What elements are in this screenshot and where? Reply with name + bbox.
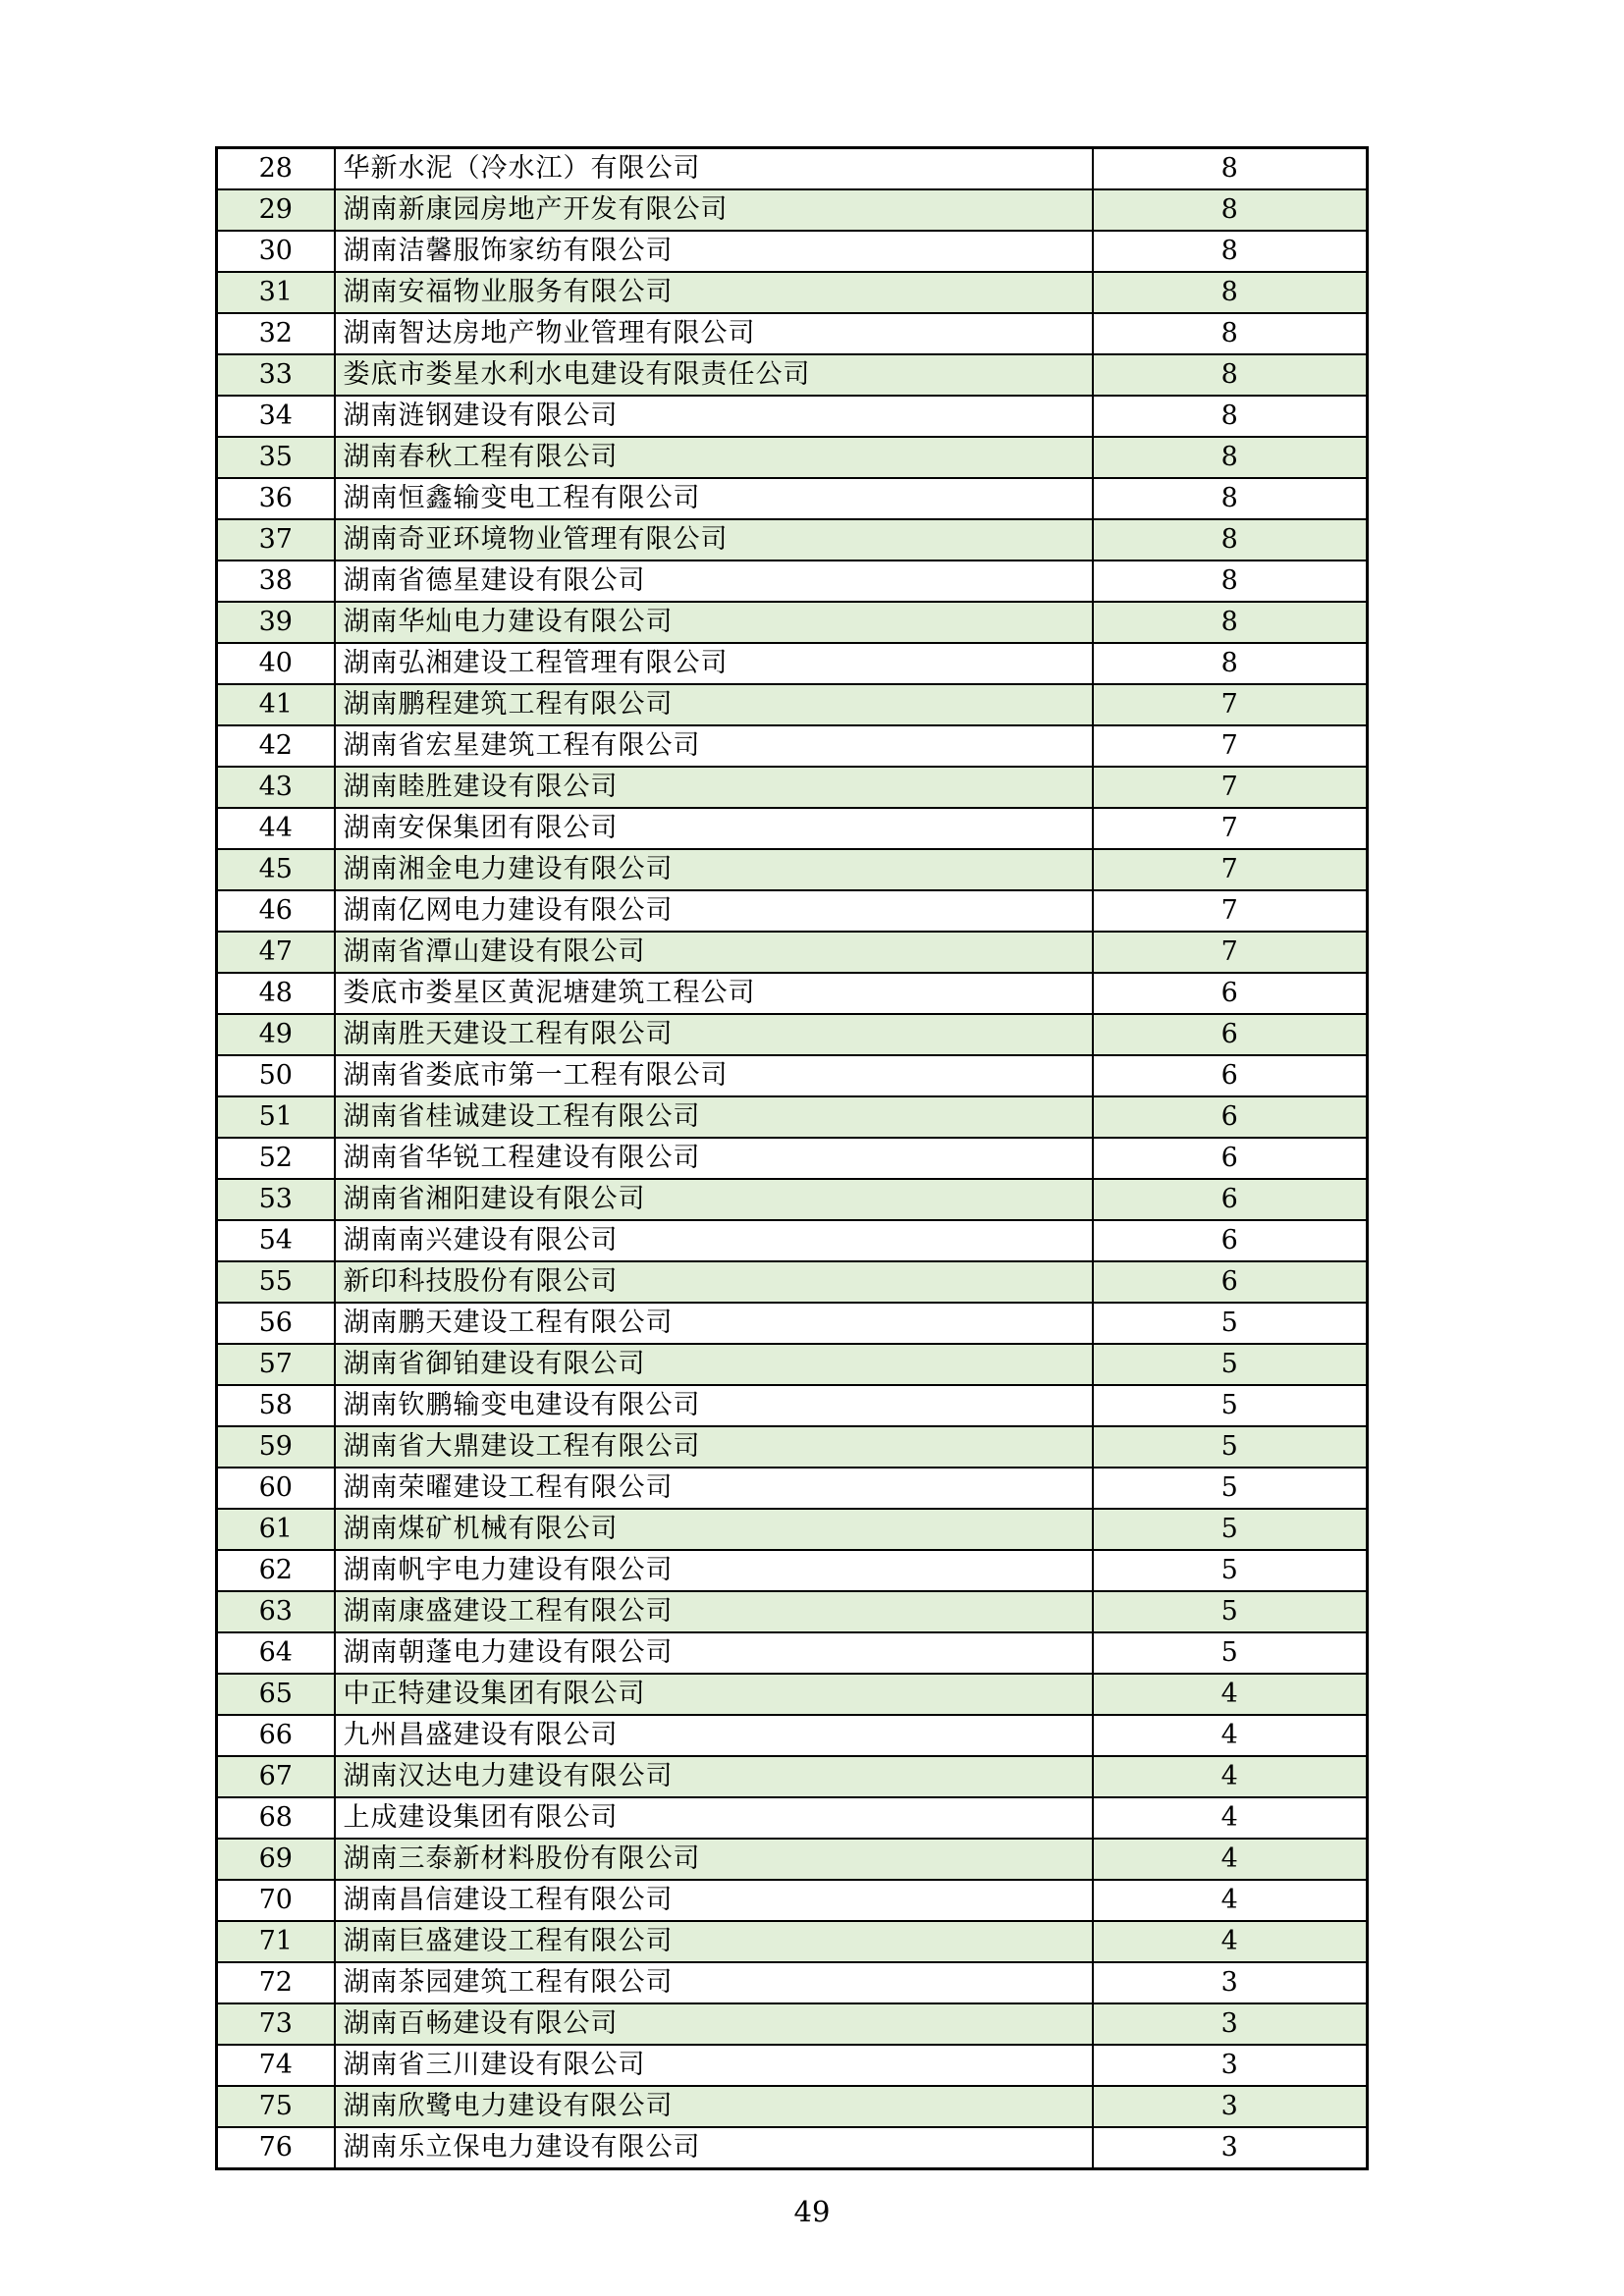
score-value: 7 xyxy=(1093,849,1368,890)
score-value: 5 xyxy=(1093,1344,1368,1385)
table-row xyxy=(217,189,1368,231)
company-name: 湖南奇亚环境物业管理有限公司 xyxy=(335,519,1093,561)
score-value: 4 xyxy=(1093,1674,1368,1715)
row-number: 31 xyxy=(217,272,335,313)
row-number: 39 xyxy=(217,602,335,643)
company-name: 湖南洁馨服饰家纺有限公司 xyxy=(335,231,1093,272)
table-row xyxy=(217,1797,1368,1839)
company-name: 湖南春秋工程有限公司 xyxy=(335,437,1093,478)
score-value: 3 xyxy=(1093,2045,1368,2086)
table-row xyxy=(217,519,1368,561)
table-row xyxy=(217,1220,1368,1261)
row-number: 60 xyxy=(217,1468,335,1509)
table-row xyxy=(217,313,1368,354)
company-name: 湖南省桂诚建设工程有限公司 xyxy=(335,1096,1093,1138)
table-row xyxy=(217,1261,1368,1303)
row-number: 67 xyxy=(217,1756,335,1797)
score-value: 6 xyxy=(1093,1179,1368,1220)
score-value: 8 xyxy=(1093,189,1368,231)
row-number: 51 xyxy=(217,1096,335,1138)
company-name: 娄底市娄星区黄泥塘建筑工程公司 xyxy=(335,973,1093,1014)
table-row xyxy=(217,1179,1368,1220)
company-name: 湖南省华锐工程建设有限公司 xyxy=(335,1138,1093,1179)
table-row xyxy=(217,2086,1368,2127)
row-number: 35 xyxy=(217,437,335,478)
table-row xyxy=(217,478,1368,519)
row-number: 69 xyxy=(217,1839,335,1880)
company-name: 湖南鹏天建设工程有限公司 xyxy=(335,1303,1093,1344)
row-number: 34 xyxy=(217,396,335,437)
table-row xyxy=(217,2003,1368,2045)
company-name: 湖南弘湘建设工程管理有限公司 xyxy=(335,643,1093,684)
company-name: 湖南省德星建设有限公司 xyxy=(335,561,1093,602)
company-name: 湖南省大鼎建设工程有限公司 xyxy=(335,1426,1093,1468)
company-name: 湖南省御铂建设有限公司 xyxy=(335,1344,1093,1385)
company-name: 九州昌盛建设有限公司 xyxy=(335,1715,1093,1756)
score-value: 8 xyxy=(1093,643,1368,684)
row-number: 41 xyxy=(217,684,335,725)
row-number: 42 xyxy=(217,725,335,767)
row-number: 70 xyxy=(217,1880,335,1921)
score-value: 4 xyxy=(1093,1839,1368,1880)
company-name: 娄底市娄星水利水电建设有限责任公司 xyxy=(335,354,1093,396)
company-name: 湖南涟钢建设有限公司 xyxy=(335,396,1093,437)
row-number: 68 xyxy=(217,1797,335,1839)
row-number: 50 xyxy=(217,1055,335,1096)
table-row xyxy=(217,1468,1368,1509)
score-value: 6 xyxy=(1093,1014,1368,1055)
score-value: 6 xyxy=(1093,1220,1368,1261)
table-row xyxy=(217,396,1368,437)
row-number: 65 xyxy=(217,1674,335,1715)
score-value: 8 xyxy=(1093,519,1368,561)
row-number: 29 xyxy=(217,189,335,231)
table-row xyxy=(217,1591,1368,1632)
score-value: 4 xyxy=(1093,1715,1368,1756)
company-score-table xyxy=(215,146,1369,2170)
score-value: 8 xyxy=(1093,148,1368,190)
score-value: 7 xyxy=(1093,932,1368,973)
score-value: 8 xyxy=(1093,231,1368,272)
score-value: 8 xyxy=(1093,437,1368,478)
table-row xyxy=(217,231,1368,272)
row-number: 59 xyxy=(217,1426,335,1468)
company-name: 湖南煤矿机械有限公司 xyxy=(335,1509,1093,1550)
table-row xyxy=(217,1138,1368,1179)
table-row xyxy=(217,437,1368,478)
company-name: 湖南胜天建设工程有限公司 xyxy=(335,1014,1093,1055)
score-value: 8 xyxy=(1093,272,1368,313)
table-row xyxy=(217,1839,1368,1880)
table-row xyxy=(217,1344,1368,1385)
table-row xyxy=(217,1550,1368,1591)
company-name: 新印科技股份有限公司 xyxy=(335,1261,1093,1303)
row-number: 75 xyxy=(217,2086,335,2127)
score-value: 7 xyxy=(1093,808,1368,849)
company-name: 湖南安保集团有限公司 xyxy=(335,808,1093,849)
company-name: 湖南华灿电力建设有限公司 xyxy=(335,602,1093,643)
row-number: 66 xyxy=(217,1715,335,1756)
row-number: 58 xyxy=(217,1385,335,1426)
score-value: 3 xyxy=(1093,2003,1368,2045)
score-value: 3 xyxy=(1093,2127,1368,2169)
company-name: 湖南欣鹭电力建设有限公司 xyxy=(335,2086,1093,2127)
company-name: 湖南省宏星建筑工程有限公司 xyxy=(335,725,1093,767)
company-name: 湖南睦胜建设有限公司 xyxy=(335,767,1093,808)
score-value: 5 xyxy=(1093,1591,1368,1632)
company-name: 湖南茶园建筑工程有限公司 xyxy=(335,1962,1093,2003)
row-number: 32 xyxy=(217,313,335,354)
row-number: 63 xyxy=(217,1591,335,1632)
table-row xyxy=(217,2127,1368,2169)
table-row xyxy=(217,561,1368,602)
row-number: 36 xyxy=(217,478,335,519)
table-row xyxy=(217,890,1368,932)
table-row xyxy=(217,1509,1368,1550)
score-value: 6 xyxy=(1093,1138,1368,1179)
table-row xyxy=(217,1385,1368,1426)
company-name: 湖南乐立保电力建设有限公司 xyxy=(335,2127,1093,2169)
company-name: 湖南朝蓬电力建设有限公司 xyxy=(335,1632,1093,1674)
row-number: 38 xyxy=(217,561,335,602)
score-value: 4 xyxy=(1093,1797,1368,1839)
score-value: 7 xyxy=(1093,684,1368,725)
company-name: 湖南省娄底市第一工程有限公司 xyxy=(335,1055,1093,1096)
table-row xyxy=(217,1674,1368,1715)
score-value: 8 xyxy=(1093,313,1368,354)
table-row xyxy=(217,2045,1368,2086)
score-value: 6 xyxy=(1093,1261,1368,1303)
company-name: 上成建设集团有限公司 xyxy=(335,1797,1093,1839)
score-value: 8 xyxy=(1093,354,1368,396)
table-body xyxy=(217,148,1368,2169)
row-number: 49 xyxy=(217,1014,335,1055)
score-value: 4 xyxy=(1093,1880,1368,1921)
score-value: 8 xyxy=(1093,561,1368,602)
score-value: 5 xyxy=(1093,1550,1368,1591)
row-number: 72 xyxy=(217,1962,335,2003)
company-name: 湖南省三川建设有限公司 xyxy=(335,2045,1093,2086)
company-name: 湖南鹏程建筑工程有限公司 xyxy=(335,684,1093,725)
row-number: 56 xyxy=(217,1303,335,1344)
company-name: 湖南百畅建设有限公司 xyxy=(335,2003,1093,2045)
company-name: 湖南帆宇电力建设有限公司 xyxy=(335,1550,1093,1591)
table-row xyxy=(217,1756,1368,1797)
table-row xyxy=(217,849,1368,890)
company-name: 湖南湘金电力建设有限公司 xyxy=(335,849,1093,890)
company-name: 湖南巨盛建设工程有限公司 xyxy=(335,1921,1093,1962)
score-value: 5 xyxy=(1093,1632,1368,1674)
table-row xyxy=(217,1715,1368,1756)
page-number: 49 xyxy=(793,2195,831,2228)
company-name: 湖南省潭山建设有限公司 xyxy=(335,932,1093,973)
table-row xyxy=(217,1962,1368,2003)
row-number: 43 xyxy=(217,767,335,808)
table-row xyxy=(217,973,1368,1014)
table-row xyxy=(217,808,1368,849)
row-number: 57 xyxy=(217,1344,335,1385)
row-number: 54 xyxy=(217,1220,335,1261)
company-name: 湖南智达房地产物业管理有限公司 xyxy=(335,313,1093,354)
table-row xyxy=(217,1055,1368,1096)
row-number: 47 xyxy=(217,932,335,973)
table-row xyxy=(217,1014,1368,1055)
row-number: 30 xyxy=(217,231,335,272)
table-row xyxy=(217,148,1368,190)
company-name: 湖南钦鹏输变电建设有限公司 xyxy=(335,1385,1093,1426)
company-name: 湖南南兴建设有限公司 xyxy=(335,1220,1093,1261)
score-value: 4 xyxy=(1093,1921,1368,1962)
company-name: 湖南昌信建设工程有限公司 xyxy=(335,1880,1093,1921)
score-value: 4 xyxy=(1093,1756,1368,1797)
row-number: 46 xyxy=(217,890,335,932)
row-number: 61 xyxy=(217,1509,335,1550)
score-value: 8 xyxy=(1093,478,1368,519)
row-number: 73 xyxy=(217,2003,335,2045)
score-value: 6 xyxy=(1093,1096,1368,1138)
row-number: 37 xyxy=(217,519,335,561)
score-value: 5 xyxy=(1093,1426,1368,1468)
table-row xyxy=(217,272,1368,313)
row-number: 62 xyxy=(217,1550,335,1591)
score-value: 7 xyxy=(1093,767,1368,808)
row-number: 40 xyxy=(217,643,335,684)
score-value: 5 xyxy=(1093,1385,1368,1426)
table-row xyxy=(217,684,1368,725)
company-name: 湖南亿网电力建设有限公司 xyxy=(335,890,1093,932)
table-row xyxy=(217,1096,1368,1138)
score-value: 8 xyxy=(1093,602,1368,643)
table-row xyxy=(217,643,1368,684)
row-number: 45 xyxy=(217,849,335,890)
row-number: 52 xyxy=(217,1138,335,1179)
company-name: 湖南新康园房地产开发有限公司 xyxy=(335,189,1093,231)
company-name: 中正特建设集团有限公司 xyxy=(335,1674,1093,1715)
score-value: 8 xyxy=(1093,396,1368,437)
table-row xyxy=(217,767,1368,808)
company-name: 湖南三泰新材料股份有限公司 xyxy=(335,1839,1093,1880)
table-row xyxy=(217,1921,1368,1962)
table-row xyxy=(217,1426,1368,1468)
score-value: 5 xyxy=(1093,1303,1368,1344)
table-row xyxy=(217,932,1368,973)
row-number: 28 xyxy=(217,148,335,190)
row-number: 55 xyxy=(217,1261,335,1303)
row-number: 44 xyxy=(217,808,335,849)
row-number: 48 xyxy=(217,973,335,1014)
score-value: 5 xyxy=(1093,1468,1368,1509)
score-value: 6 xyxy=(1093,1055,1368,1096)
table-row xyxy=(217,725,1368,767)
row-number: 53 xyxy=(217,1179,335,1220)
row-number: 64 xyxy=(217,1632,335,1674)
table-row xyxy=(217,354,1368,396)
score-value: 7 xyxy=(1093,725,1368,767)
row-number: 74 xyxy=(217,2045,335,2086)
company-name: 华新水泥（冷水江）有限公司 xyxy=(335,148,1093,190)
row-number: 33 xyxy=(217,354,335,396)
table-row xyxy=(217,1880,1368,1921)
company-name: 湖南安福物业服务有限公司 xyxy=(335,272,1093,313)
table-row xyxy=(217,1632,1368,1674)
score-value: 5 xyxy=(1093,1509,1368,1550)
company-name: 湖南恒鑫输变电工程有限公司 xyxy=(335,478,1093,519)
row-number: 76 xyxy=(217,2127,335,2169)
company-name: 湖南荣曜建设工程有限公司 xyxy=(335,1468,1093,1509)
company-name: 湖南省湘阳建设有限公司 xyxy=(335,1179,1093,1220)
score-value: 7 xyxy=(1093,890,1368,932)
score-value: 3 xyxy=(1093,1962,1368,2003)
company-name: 湖南汉达电力建设有限公司 xyxy=(335,1756,1093,1797)
score-value: 3 xyxy=(1093,2086,1368,2127)
table-row xyxy=(217,1303,1368,1344)
score-value: 6 xyxy=(1093,973,1368,1014)
table-row xyxy=(217,602,1368,643)
company-name: 湖南康盛建设工程有限公司 xyxy=(335,1591,1093,1632)
row-number: 71 xyxy=(217,1921,335,1962)
